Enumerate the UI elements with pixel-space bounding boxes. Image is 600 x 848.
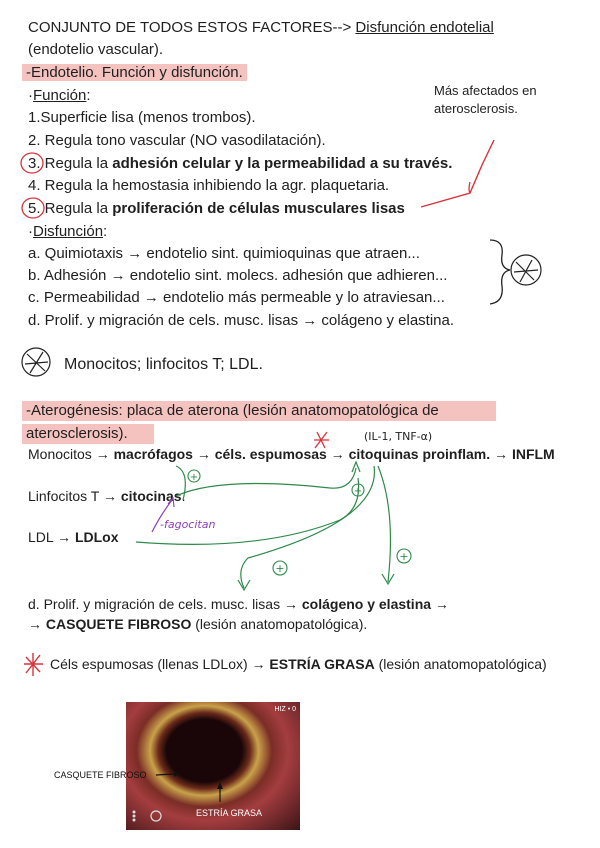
d2-c: (lesión anatomopatológica).: [191, 616, 368, 632]
row1-a: Monocitos →: [28, 446, 114, 462]
esp-c: (lesión anatomopatológica): [374, 656, 547, 672]
disfuncion-item-a: a. Quimiotaxis → endotelio sint. quimioquinas que atraen...: [28, 245, 420, 262]
disfuncion-item-c: c. Permeabilidad → endotelio más permeable y lo atraviesan...: [28, 289, 445, 306]
funcion-item-5-plain: Regula la: [40, 200, 113, 217]
red-asterisk-bottom: [24, 653, 43, 676]
green-arrow-citocinas: [176, 468, 356, 496]
esp-b: ESTRÍA GRASA: [269, 656, 375, 672]
row1-h: INFLM: [511, 446, 555, 462]
d1-c: →: [431, 596, 449, 612]
funcion-item-3-plain: Regula la: [40, 155, 113, 172]
red-circle-3: [21, 153, 43, 173]
funcion-item-5-bold: proliferación de células musculares lisas: [112, 200, 405, 217]
cells-line: Monocitos; linfocitos T; LDL.: [64, 356, 263, 373]
plus-sign-3: +: [275, 562, 285, 575]
funcion-heading-text: Función: [33, 87, 87, 104]
disfuncion-heading-text: Disfunción: [33, 223, 104, 240]
disfuncion-suffix: :: [103, 223, 108, 240]
row2-a: Linfocitos T →: [28, 488, 121, 504]
funcion-item-3-bold: adhesión celular y la permeabilidad a su través.: [112, 155, 453, 172]
photo-label-estria: ESTRÍA GRASA: [196, 808, 263, 818]
brace: [490, 240, 510, 304]
row1-f: citoquinas proinflam.: [348, 446, 491, 462]
d1-b: colágeno y elastina: [301, 596, 432, 612]
plus-sign-4: +: [399, 550, 409, 563]
funcion-item-1: 1.Superficie lisa (menos trombos).: [28, 109, 256, 126]
red-circle-5: [22, 198, 44, 218]
note-line-1: Más afectados en: [434, 83, 537, 98]
intro-title: Disfunción endotelial: [355, 19, 494, 36]
plus-sign-1: +: [189, 472, 199, 483]
green-arrow-macrofagos: [241, 466, 375, 588]
section2-heading-line1: -Aterogénesis: placa de aterona (lesión anatomopatológica de: [26, 402, 439, 419]
funcion-item-2: 2. Regula tono vascular (NO vasodilatación).: [28, 132, 326, 149]
row3-b: LDLox: [74, 529, 119, 545]
row1-e: →: [326, 446, 349, 462]
esp-a: Céls espumosas (llenas LDLox) →: [50, 656, 270, 672]
photo-label-casquete: CASQUETE FIBROSO: [54, 770, 147, 780]
section2-heading-line2: aterosclerosis).: [26, 425, 128, 442]
row1-b: macrófagos: [113, 446, 193, 462]
funcion-prefix: ·: [28, 87, 33, 104]
red-asterisk-top: [314, 432, 329, 448]
d2-a: →: [28, 616, 46, 632]
intro-lead: CONJUNTO DE TODOS ESTOS FACTORES-->: [28, 19, 356, 36]
disfuncion-prefix: ·: [28, 223, 33, 240]
note-line-2: aterosclerosis.: [434, 101, 518, 116]
row1-d: céls. espumosas: [214, 446, 327, 462]
funcion-item-3-num: 3.: [28, 155, 41, 172]
row3-a: LDL →: [28, 529, 75, 545]
disfuncion-item-d: d. Prolif. y migración de cels. musc. lisas → colágeno y elastina.: [28, 312, 455, 329]
plus-sign-2: +: [353, 486, 363, 497]
funcion-suffix: :: [86, 87, 91, 104]
row1-g: →: [490, 446, 512, 462]
intro-sub: (endotelio vascular).: [28, 41, 164, 58]
funcion-item-5-num: 5.: [28, 200, 41, 217]
d1-a: d. Prolif. y migración de cels. musc. lisas →: [28, 596, 302, 612]
disfuncion-item-b: b. Adhesión → endotelio sint. molecs. adhesión que adhieren...: [28, 267, 448, 284]
d2-b: CASQUETE FIBROSO: [45, 616, 192, 632]
funcion-item-4: 4. Regula la hemostasia inhibiendo la agr. plaquetaria.: [28, 177, 390, 194]
section1-heading-text: -Endotelio. Función y disfunción.: [22, 64, 247, 81]
row1-c: →: [192, 446, 215, 462]
red-link-line: [421, 140, 494, 207]
row2-c: .: [181, 488, 186, 504]
green-arrow-citoquinas: [378, 466, 390, 582]
row2-b: citocinas: [120, 488, 182, 504]
photo-corner-label: HIZ • 0: [274, 706, 296, 713]
handnote-cytokines: (IL-1, TNF-α): [364, 430, 433, 443]
handnote-fagocitan: -fagocitan: [160, 518, 216, 531]
